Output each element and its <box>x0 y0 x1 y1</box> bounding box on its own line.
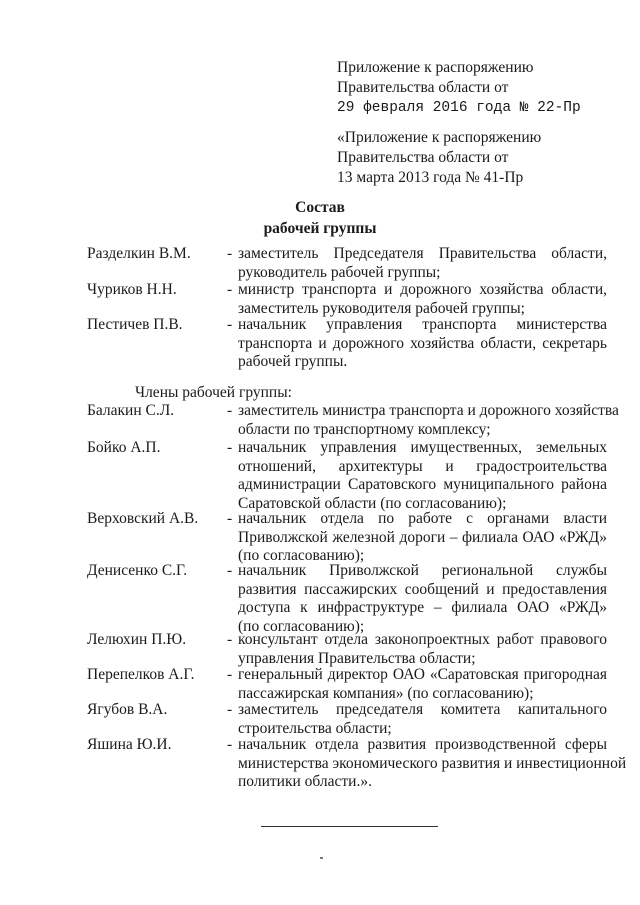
role-line: отношений, архитектуры и градостроительства <box>238 457 607 475</box>
person-name: Денисенко С.Г. <box>87 562 188 579</box>
title-line-2: рабочей группы <box>263 220 377 237</box>
role-line: руководитель рабочей группы; <box>238 263 441 281</box>
separator-dash: - <box>227 281 233 298</box>
role-line: начальник отдела развития производственной сферы <box>238 736 607 753</box>
role-line: транспорта и дорожного хозяйства области, секретарь <box>238 334 607 352</box>
separator-dash: - <box>227 736 233 753</box>
person-name: Ягубов В.А. <box>87 701 168 718</box>
members-section-label: Члены рабочей группы: <box>135 384 292 401</box>
role-line: начальник управления имущественных, земельных <box>238 439 607 456</box>
role-line: заместитель председателя комитета капитального <box>238 701 607 718</box>
separator-dash: - <box>227 316 233 333</box>
appendix-header-previous <box>337 128 627 188</box>
separator-dash: - <box>227 439 233 456</box>
role-line: начальник Приволжской региональной службы <box>238 562 607 579</box>
role-line: политики области.». <box>238 773 372 790</box>
role-line: доступа к инфраструктуре – филиала ОАО «РЖД» <box>238 599 607 616</box>
role-line: (по согласованию); <box>238 617 365 635</box>
person-name: Верховский А.В. <box>87 510 199 527</box>
person-role <box>238 281 607 318</box>
appendix-header-current <box>337 58 627 118</box>
header-current-line-3: 29 февраля 2016 года № 22-Пр <box>337 100 581 116</box>
role-line: (по согласованию); <box>238 547 365 564</box>
role-line: заместитель руководителя рабочей группы; <box>238 299 525 317</box>
role-line: начальник отдела по работе с органами власти <box>238 510 607 527</box>
person-name: Балакин С.Л. <box>87 402 175 419</box>
role-line: заместитель Председателя Правительства области, <box>238 245 607 262</box>
separator-dash: - <box>227 402 233 419</box>
role-line: строительства области; <box>238 719 392 737</box>
person-role <box>238 316 607 372</box>
separator-dash: - <box>227 701 233 718</box>
person-name: Лелюхин П.Ю. <box>87 631 187 648</box>
separator-dash: - <box>227 510 233 527</box>
person-name: Чуриков Н.Н. <box>87 281 177 298</box>
person-role <box>238 245 607 282</box>
header-current-line-2: Правительства области от <box>337 79 509 96</box>
person-role <box>238 402 619 439</box>
role-line: рабочей группы. <box>238 353 348 370</box>
person-name: Бойко А.П. <box>87 439 161 456</box>
separator-dash: - <box>227 631 233 648</box>
header-previous-line-1: «Приложение к распоряжению <box>337 129 542 146</box>
person-name: Перепелков А.Г. <box>87 666 195 683</box>
person-role <box>238 736 627 792</box>
header-current-line-1: Приложение к распоряжению <box>337 59 534 76</box>
role-line: пассажирская компания» (по согласованию); <box>238 684 534 702</box>
person-role <box>238 666 607 703</box>
person-role <box>238 701 607 738</box>
separator-dash: - <box>227 245 233 262</box>
person-role <box>238 510 607 566</box>
role-line: управления Правительства области; <box>238 649 476 667</box>
header-previous-line-3: 13 марта 2013 года № 41-Пр <box>337 169 524 186</box>
role-line: области по транспортному комплексу; <box>238 420 491 438</box>
role-line: консультант отдела законопроектных работ правового <box>238 631 607 648</box>
document-title <box>0 197 640 239</box>
role-line: начальник управления транспорта министерства <box>238 316 607 333</box>
role-line: заместитель министра транспорта и дорожного хозяйства <box>238 402 619 419</box>
scan-speck <box>320 857 323 859</box>
role-line: Приволжской железной дороги – филиала ОАО «РЖД» <box>238 528 607 546</box>
role-line: администрации Саратовского муниципального района <box>238 476 607 493</box>
role-line: развития пассажирских сообщений и предоставления <box>238 580 607 598</box>
person-name: Разделкин В.М. <box>87 245 191 262</box>
role-line: министр транспорта и дорожного хозяйства области, <box>238 281 607 298</box>
separator-dash: - <box>227 562 233 579</box>
title-line-1: Состав <box>295 199 345 216</box>
role-line: генеральный директор ОАО «Саратовская пригородная <box>238 666 607 683</box>
person-role <box>238 562 607 636</box>
separator-dash: - <box>227 666 233 683</box>
end-rule <box>261 826 438 827</box>
role-line: Саратовской области (по согласованию); <box>238 494 507 512</box>
person-role <box>238 631 607 668</box>
person-role <box>238 439 607 513</box>
person-name: Яшина Ю.И. <box>87 736 172 753</box>
role-line: министерства экономического развития и инвестиционной <box>238 754 627 772</box>
header-previous-line-2: Правительства области от <box>337 149 509 166</box>
person-name: Пестичев П.В. <box>87 316 183 333</box>
